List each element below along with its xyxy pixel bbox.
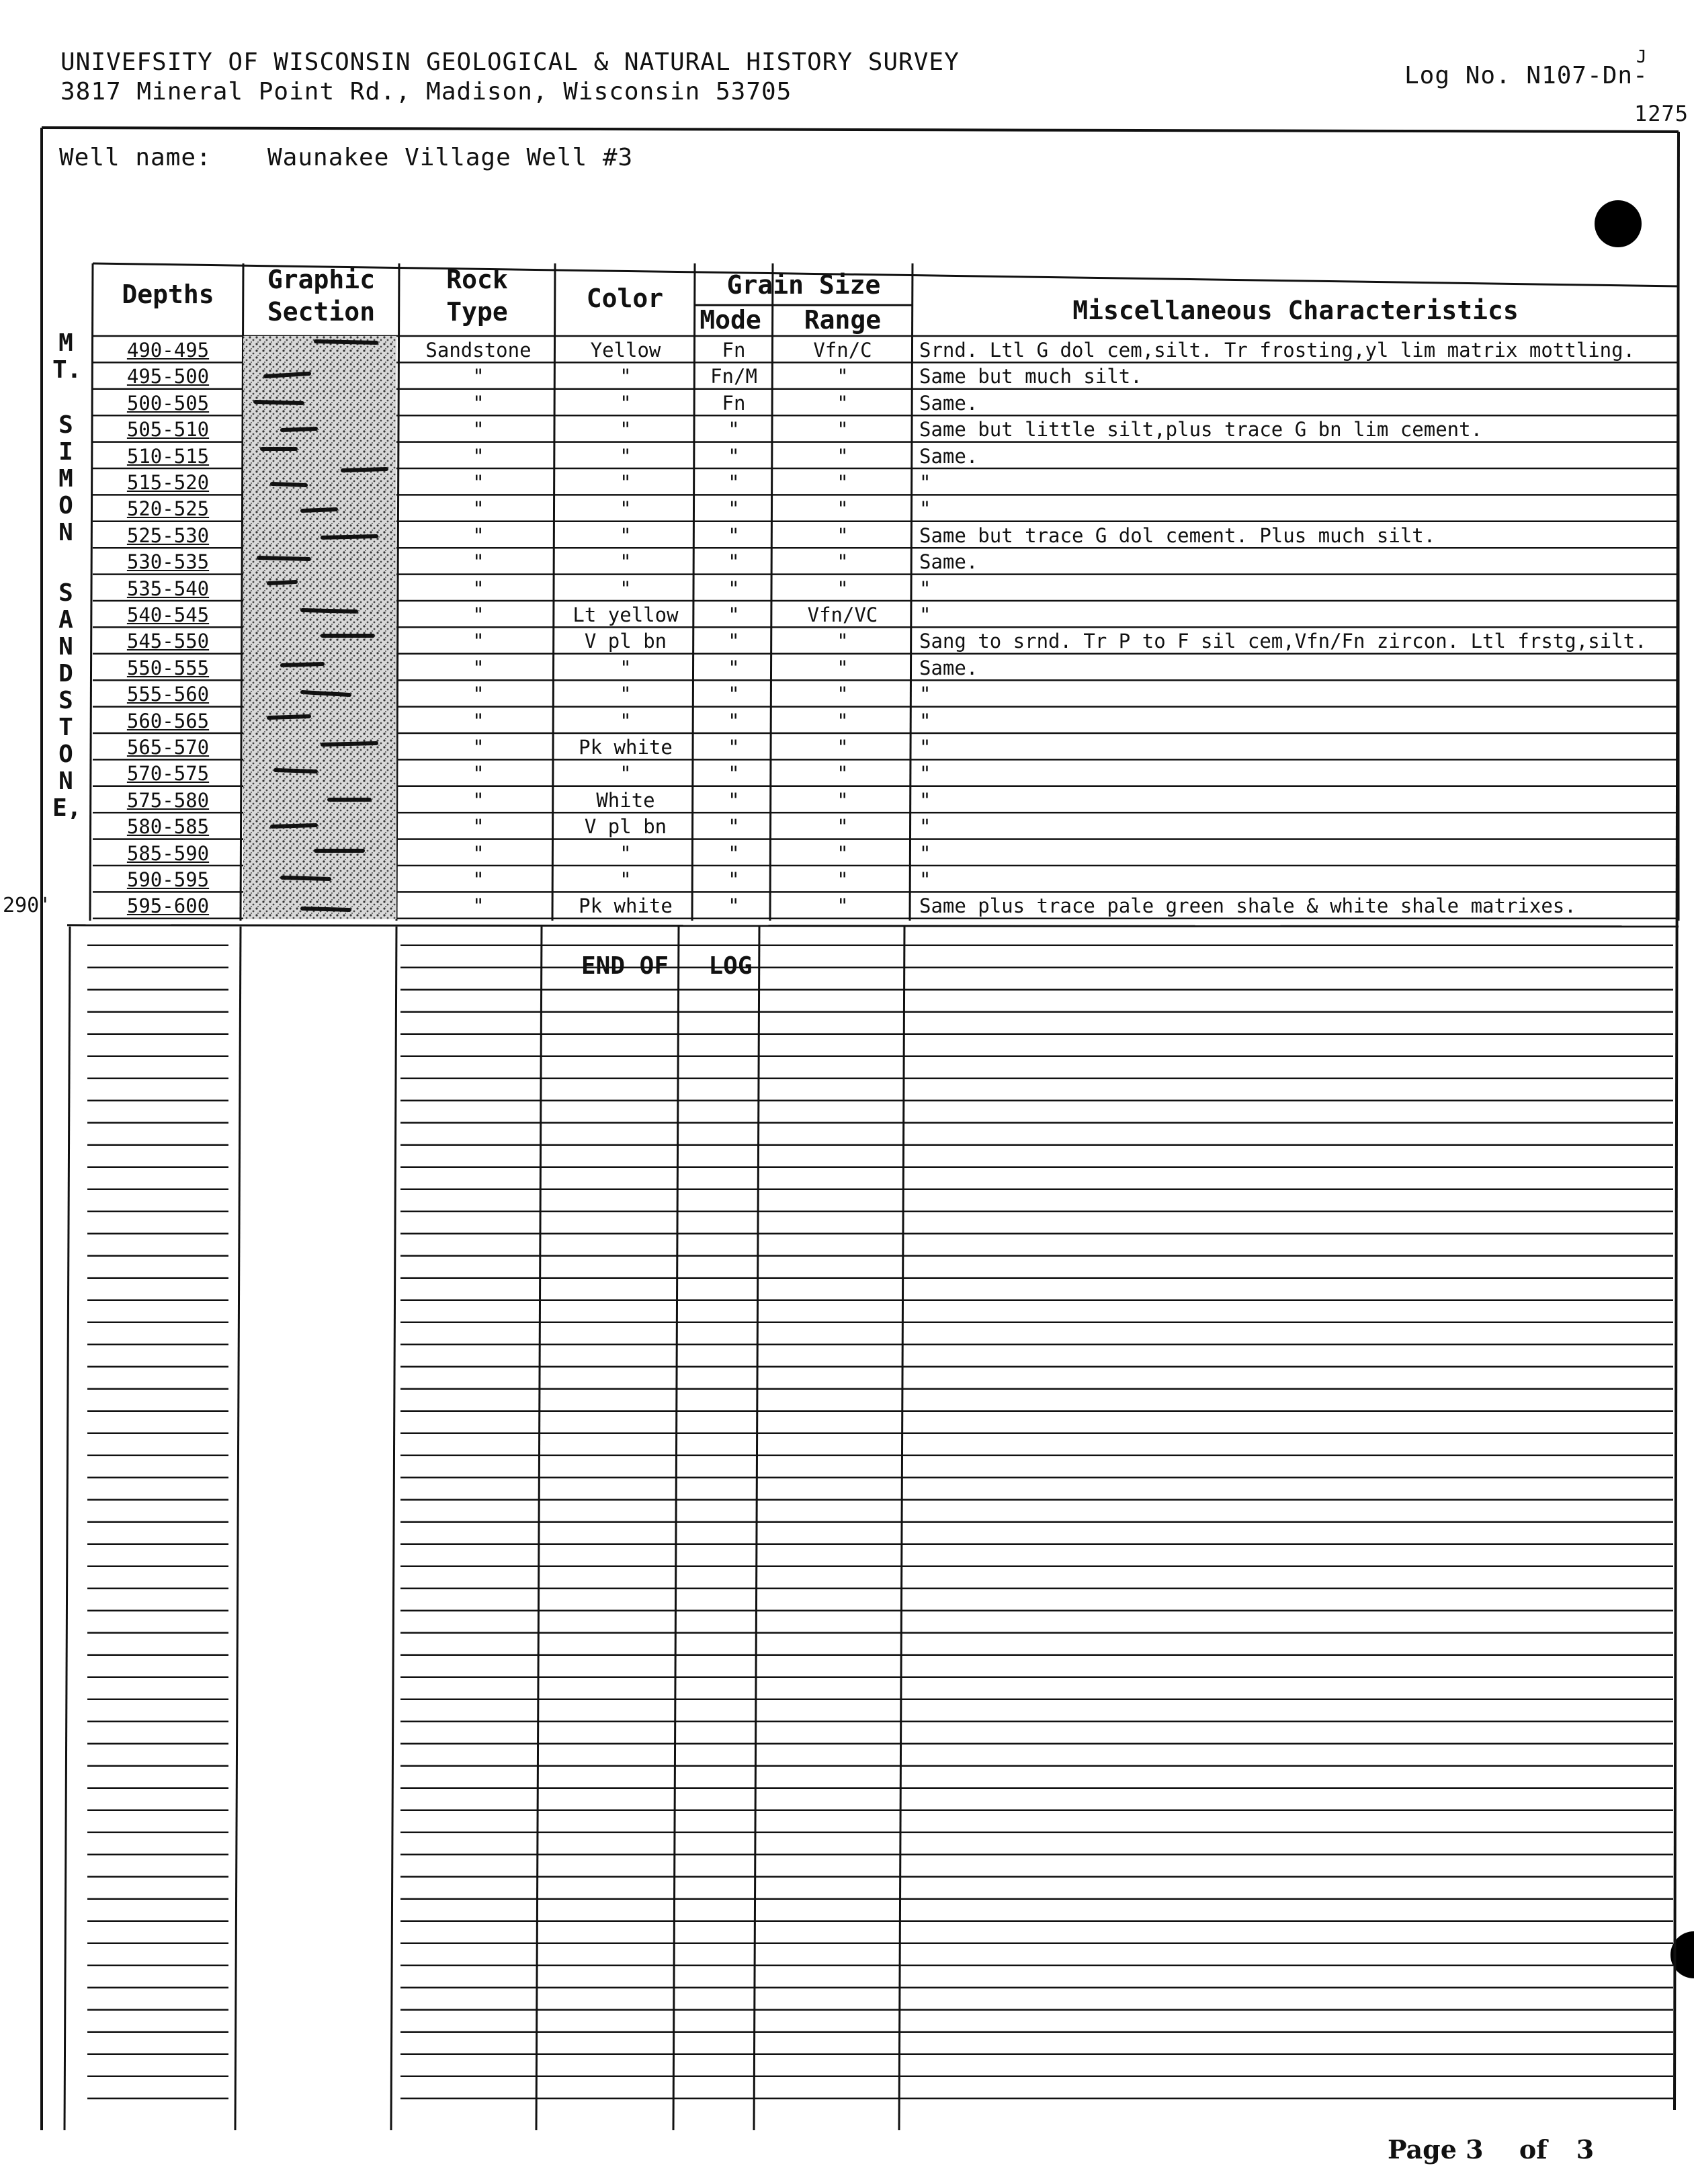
grain-mode-cell: " [728,603,740,626]
log-number-suffix-top: J [1636,47,1647,67]
grain-mode-cell: Fn/M [710,365,757,388]
grain-mode-cell: " [728,894,740,918]
color-cell: " [620,418,632,442]
color-cell: Pk white [579,736,673,759]
formation-letter: N [58,767,73,795]
grain-range-cell: " [837,391,849,415]
column-misc: Miscellaneous Characteristics [1072,296,1519,325]
formation-letter: N [58,519,73,546]
formation-letter: S [58,579,73,607]
well-name-label: Well name: [59,144,212,171]
grain-mode-cell: " [728,815,740,839]
grain-mode-cell: " [728,656,740,679]
depth-cell: 535-540 [126,577,210,600]
color-cell: V pl bn [584,815,667,839]
rock-type-cell: " [472,736,484,759]
depth-cell: 520-525 [126,497,210,521]
color-cell: " [620,523,632,547]
column-graphic [243,263,399,328]
depth-cell: 530-535 [126,550,210,574]
grain-mode-cell: " [728,868,740,891]
rock-type-cell: " [472,497,484,521]
formation-letter: T. [52,356,82,384]
grain-mode-cell: " [728,630,740,653]
misc-cell: Same. [919,550,978,574]
grain-mode-cell: " [728,471,740,494]
formation-letter: S [58,411,73,439]
formation-letter: O [58,741,73,768]
grain-mode-cell: " [728,709,740,732]
misc-cell: Same but much silt. [919,365,1142,388]
misc-cell: " [919,709,931,732]
page-total: 3 [1576,2134,1595,2165]
rock-type-cell: " [472,841,484,865]
grain-mode-cell: Fn [722,339,746,362]
color-cell: White [596,788,655,812]
color-cell: " [620,497,632,521]
color-cell: " [620,683,632,706]
color-cell: " [620,550,632,574]
column-grain-size: Grain Size [726,270,881,300]
color-cell: " [620,841,632,865]
misc-cell: Same. [919,444,978,468]
rock-type-cell: " [472,365,484,388]
depth-cell: 590-595 [126,868,210,891]
misc-cell: " [919,815,931,839]
color-cell: " [620,444,632,468]
grain-mode-cell: " [728,736,740,759]
rock-type-cell: Sandstone [425,339,532,362]
misc-cell: Sang to srnd. Tr P to F sil cem,Vfn/Fn zircon. Ltl frstg,silt. [919,630,1647,653]
color-cell: " [620,868,632,891]
rock-type-cell: " [472,762,484,786]
depth-cell: 575-580 [126,788,210,812]
depth-cell: 545-550 [126,630,210,653]
color-cell: Lt yellow [573,603,679,626]
misc-cell: " [919,683,931,706]
color-cell: " [620,762,632,786]
grain-range-cell: " [837,683,849,706]
rock-type-cell: " [472,603,484,626]
misc-cell: " [919,736,931,759]
grain-range-cell: " [837,894,849,918]
grain-mode-cell: " [728,788,740,812]
rock-type-cell: " [472,709,484,732]
rock-type-cell: " [472,788,484,812]
grain-range-cell: " [837,841,849,865]
page-word: Page [1388,2134,1457,2165]
rock-type-cell: " [472,894,484,918]
grain-range-cell: " [837,815,849,839]
misc-cell: " [919,868,931,891]
formation-letter: T [58,714,73,741]
grain-range-cell: " [837,656,849,679]
depth-cell: 555-560 [126,683,210,706]
grain-range-cell: Vfn/C [813,339,872,362]
grain-range-cell: " [837,365,849,388]
misc-cell: Same plus trace pale green shale & white shale matrixes. [919,894,1576,918]
column-mode: Mode [700,305,761,335]
log-number-suffix: 1275 [1634,101,1689,126]
color-cell: " [620,365,632,388]
rock-type-cell: " [472,523,484,547]
depth-cell: 525-530 [126,523,210,547]
color-cell: " [620,709,632,732]
rock-type-cell: " [472,815,484,839]
formation-letter: S [58,687,73,714]
depth-cell: 540-545 [126,603,210,626]
grain-mode-cell: " [728,418,740,442]
grain-range-cell: " [837,497,849,521]
depth-cell: 505-510 [126,418,210,442]
grain-mode-cell: " [728,841,740,865]
rock-type-cell: " [472,868,484,891]
depth-cell: 500-505 [126,391,210,415]
depth-cell: 585-590 [126,841,210,865]
grain-mode-cell: " [728,550,740,574]
grain-range-cell: " [837,550,849,574]
color-cell: Yellow [590,339,661,362]
rock-type-cell: " [472,444,484,468]
color-cell: " [620,577,632,600]
formation-letter: M [58,329,73,357]
grain-mode-cell: " [728,683,740,706]
grain-mode-cell: Fn [722,391,746,415]
grain-range-cell: " [837,788,849,812]
rock-type-cell: " [472,550,484,574]
formation-letter: E, [52,794,82,822]
grain-mode-cell: " [728,762,740,786]
misc-cell: " [919,497,931,521]
formation-letter: A [58,606,73,634]
rock-type-cell: " [472,577,484,600]
depth-cell: 580-585 [126,815,210,839]
misc-cell: Same. [919,391,978,415]
page-number: 3 [1466,2134,1484,2165]
column-graphic-line1: Graphic [267,265,376,294]
depth-cell: 495-500 [126,365,210,388]
misc-cell: " [919,762,931,786]
misc-cell: " [919,577,931,600]
grain-range-cell: " [837,471,849,494]
misc-cell: Srnd. Ltl G dol cem,silt. Tr frosting,yl lim matrix mottling. [919,339,1636,362]
grain-range-cell: " [837,523,849,547]
log-number: Log No. N107-Dn- [1404,62,1648,89]
column-depths: Depths [122,280,214,309]
column-rock-line2: Type [446,297,508,327]
rock-type-cell: " [472,683,484,706]
depth-cell: 570-575 [126,762,210,786]
rock-type-cell: " [472,471,484,494]
depth-cell: 510-515 [126,444,210,468]
misc-cell: Same but trace G dol cement. Plus much silt. [919,523,1436,547]
depth-cell: 565-570 [126,736,210,759]
grain-mode-cell: " [728,577,740,600]
depth-cell: 550-555 [126,656,210,679]
misc-cell: Same. [919,656,978,679]
formation-thickness: 290' [3,894,52,917]
rock-type-cell: " [472,656,484,679]
formation-letter: I [58,438,73,466]
rock-type-cell: " [472,391,484,415]
column-graphic-line2: Section [267,297,376,327]
depth-cell: 560-565 [126,709,210,732]
misc-cell: " [919,603,931,626]
grain-mode-cell: " [728,523,740,547]
grain-range-cell: " [837,444,849,468]
grain-range-cell: " [837,868,849,891]
page-indicator [1388,2134,1594,2165]
depth-cell: 490-495 [126,339,210,362]
color-cell: " [620,391,632,415]
color-cell: Pk white [579,894,673,918]
formation-letter: O [58,492,73,519]
depth-cell: 515-520 [126,471,210,494]
misc-cell: " [919,788,931,812]
well-name: Waunakee Village Well #3 [267,144,634,171]
column-range: Range [804,305,882,335]
formation-letter: N [58,633,73,661]
end-of-log-1: END OF [581,952,669,980]
color-cell: " [620,656,632,679]
grain-range-cell: " [837,736,849,759]
misc-cell: Same but little silt,plus trace G bn lim cement. [919,418,1483,442]
of-word: of [1519,2134,1548,2165]
rock-type-cell: " [472,630,484,653]
depth-cell: 595-600 [126,894,210,918]
grain-range-cell: Vfn/VC [807,603,878,626]
grain-range-cell: " [837,630,849,653]
color-cell: " [620,471,632,494]
survey-name: UNIVEFSITY OF WISCONSIN GEOLOGICAL & NATURAL HISTORY SURVEY [60,48,960,76]
formation-letter: D [58,660,73,687]
grain-range-cell: " [837,418,849,442]
color-cell: V pl bn [584,630,667,653]
grain-mode-cell: " [728,444,740,468]
formation-letter: M [58,465,73,493]
end-of-log-2: LOG [708,952,753,980]
misc-cell: " [919,471,931,494]
column-color: Color [586,284,664,313]
sandstone-pattern [243,336,396,919]
misc-cell: " [919,841,931,865]
grain-range-cell: " [837,577,849,600]
grain-range-cell: " [837,762,849,786]
rock-type-cell: " [472,418,484,442]
survey-address: 3817 Mineral Point Rd., Madison, Wisconsin 53705 [60,78,792,106]
column-rock-type [399,263,555,328]
grain-mode-cell: " [728,497,740,521]
grain-range-cell: " [837,709,849,732]
column-rock-line1: Rock [446,265,508,294]
